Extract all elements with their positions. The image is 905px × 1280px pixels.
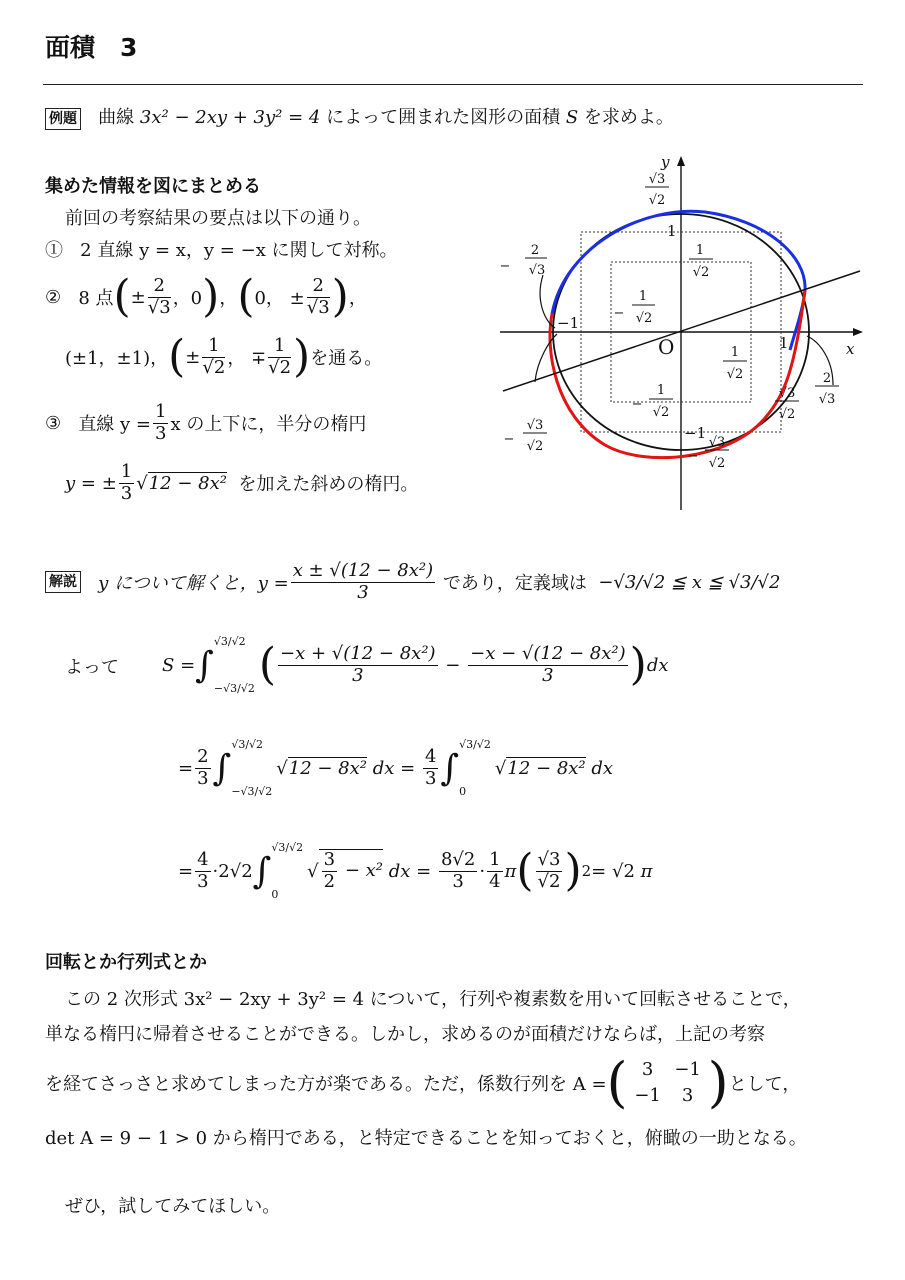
frac-2-sqrt3-a: $\frac{2}{√3}$ bbox=[147, 274, 171, 318]
example-text-a: 曲線 bbox=[98, 107, 135, 128]
example-tag: 例題 bbox=[45, 108, 81, 130]
label-origin: O bbox=[658, 335, 675, 359]
frac-top-den: √2 bbox=[648, 193, 666, 208]
coefficient-matrix: 3 −1 −1 3 bbox=[634, 1059, 701, 1106]
svg-text:√3: √3 bbox=[526, 418, 544, 433]
y-axis-arrow bbox=[677, 156, 685, 166]
svg-text:−: − bbox=[613, 306, 625, 321]
solution-eq-3: = $\frac{4}{3}$ ·2√2 ∫ √3/√2 0 √ $\frac{3}{2}$ − x² dx = $\frac{8√2}{3}$ · $\frac{1}{4}$ π ( $\frac{√3}{√2}$ ) 2 = √2 π bbox=[178, 841, 653, 901]
svg-text:√3: √3 bbox=[818, 392, 836, 407]
svg-text:√2: √2 bbox=[708, 456, 726, 471]
example-text-b: によって囲まれた図形の面積 bbox=[326, 107, 561, 128]
lower-half-ellipse bbox=[550, 290, 805, 458]
svg-text:√2: √2 bbox=[778, 407, 796, 422]
solution-eq-2: = $\frac{2}{3}$ ∫ √3/√2 −√3/√2 √ 12 − 8x² dx = $\frac{4}{3}$ ∫ √3/√2 0 √ 12 − 8x² dx bbox=[178, 738, 614, 798]
tick-y-1: 1 bbox=[667, 222, 677, 240]
rotation-para-2: 単なる楕円に帰着させることができる。しかし，求めるのが面積だけならば，上記の考察 bbox=[45, 1024, 765, 1045]
item3-num: ③ bbox=[45, 412, 62, 434]
closing-text: ぜひ，試してみてほしい。 bbox=[65, 1196, 281, 1217]
frac-1-3: $\frac{1}{3}$ bbox=[155, 400, 167, 444]
solution-main-frac: $\frac{\text{x ± √(12 − 8x²)}}{3}$ bbox=[292, 559, 434, 603]
summary-intro: 前回の考察結果の要点は以下の通り。 bbox=[65, 208, 371, 229]
svg-text:1: 1 bbox=[730, 345, 740, 360]
rotation-para-4: det A = 9 − 1 > 0 から楕円である，と特定できることを知っておくと，俯瞰の一助となる。 bbox=[45, 1128, 807, 1149]
frac-left-num: 2 bbox=[530, 243, 540, 258]
summary-item-1 bbox=[45, 236, 398, 262]
solution-text-a: y について解くと，y = bbox=[98, 573, 289, 594]
rotation-para-3: を経てさっさと求めてしまった方が楽である。ただ，係数行列を A = ( 3 −1 −1 3 ) として， bbox=[45, 1051, 801, 1114]
rotation-para-1: この 2 次形式 3x² − 2xy + 3y² = 4 について，行列や複素数を用いて回転させることで， bbox=[65, 989, 801, 1010]
ellipse-figure bbox=[495, 150, 875, 515]
solution-eq-1: S = ∫ √3/√2 −√3/√2 ( $\frac{\text{−x + √(12 − 8x²)}}{3}$ − $\frac{\text{−x − √(12 − 8x²)}}{3}$ ) dx bbox=[162, 635, 669, 695]
x-axis-arrow bbox=[853, 328, 863, 336]
example-var-s: S bbox=[565, 107, 579, 128]
svg-text:√3: √3 bbox=[778, 386, 796, 401]
frac-2-sqrt3-b: $\frac{2}{√3}$ bbox=[306, 274, 330, 318]
item3-b: x の上下に，半分の楕円 bbox=[170, 414, 367, 435]
svg-text:√2: √2 bbox=[526, 439, 544, 454]
svg-text:√2: √2 bbox=[652, 405, 670, 420]
svg-text:√2: √2 bbox=[726, 367, 744, 382]
svg-text:−: − bbox=[687, 449, 699, 464]
svg-text:−: − bbox=[499, 259, 511, 274]
svg-text:√3: √3 bbox=[708, 435, 726, 450]
summary-item-3 bbox=[45, 398, 366, 448]
solution-yotte: よって bbox=[65, 657, 119, 678]
frac-1-sqrt2-a: $\frac{1}{√2}$ bbox=[202, 334, 226, 378]
solution-tag: 解説 bbox=[45, 571, 81, 593]
rotation-para-3a: を経てさっさと求めてしまった方が楽である。ただ，係数行列を A = bbox=[45, 1074, 607, 1095]
svg-text:2: 2 bbox=[822, 371, 832, 386]
label-x: x bbox=[846, 340, 855, 358]
solution-domain: −√3/√2 ≦ x ≦ √3/√2 bbox=[598, 571, 781, 593]
solution-line bbox=[45, 552, 780, 612]
title-rule bbox=[43, 84, 863, 85]
rotation-para-3b: として， bbox=[728, 1074, 801, 1095]
example-equation: 3x² − 2xy + 3y² = 4 bbox=[139, 107, 321, 128]
svg-text:1: 1 bbox=[695, 243, 705, 258]
svg-text:1: 1 bbox=[638, 289, 648, 304]
svg-text:−: − bbox=[503, 432, 515, 447]
summary-item-3-line2: y = ± $\frac{1}{3}$ √ 12 − 8x² を加えた斜めの楕円。 bbox=[65, 460, 419, 504]
example-line bbox=[45, 103, 674, 130]
item1-num: ① bbox=[45, 240, 63, 261]
page-title: 面積 3 bbox=[45, 33, 138, 62]
item2-suffix: を通る。 bbox=[310, 348, 383, 369]
example-text-c: を求めよ。 bbox=[583, 107, 674, 128]
svg-text:√2: √2 bbox=[692, 265, 710, 280]
item3-a: 直線 y = bbox=[78, 414, 152, 435]
tick-y-neg1: −1 bbox=[684, 424, 707, 442]
summary-item-2: ② 8 点 ( ± $\frac{2}{√3}$ ，0 ) ， ( 0， ± $\frac{2}{√3}$ ) ， bbox=[45, 271, 367, 322]
solution-text-b: であり，定義域は bbox=[442, 573, 587, 594]
frac-top-num: √3 bbox=[648, 172, 666, 187]
svg-text:−: − bbox=[631, 397, 643, 412]
item1-text: 2 直線 y = x，y = −x に関して対称。 bbox=[80, 240, 398, 261]
svg-text:1: 1 bbox=[656, 383, 666, 398]
frac-left-den: √3 bbox=[528, 263, 546, 278]
item2-prefix: 8 点 bbox=[78, 288, 114, 309]
item2-line2-pre: (±1，±1)， bbox=[65, 348, 169, 369]
tick-x-1: 1 bbox=[779, 334, 789, 352]
svg-text:√2: √2 bbox=[635, 311, 653, 326]
item3-c: を加えた斜めの楕円。 bbox=[238, 474, 419, 495]
rotation-heading: 回転とか行列式とか bbox=[45, 952, 207, 973]
item2-num: ② bbox=[45, 286, 62, 308]
summary-item-2-line2: (±1，±1)， ( ± $\frac{1}{√2}$ ， ∓ $\frac{1}{√2}$ ) を通る。 bbox=[65, 331, 383, 382]
tick-x-neg1: −1 bbox=[557, 314, 580, 332]
frac-1-sqrt2-b: $\frac{1}{√2}$ bbox=[268, 334, 292, 378]
summary-heading: 集めた情報を図にまとめる bbox=[45, 176, 261, 197]
label-y: y bbox=[661, 153, 670, 171]
